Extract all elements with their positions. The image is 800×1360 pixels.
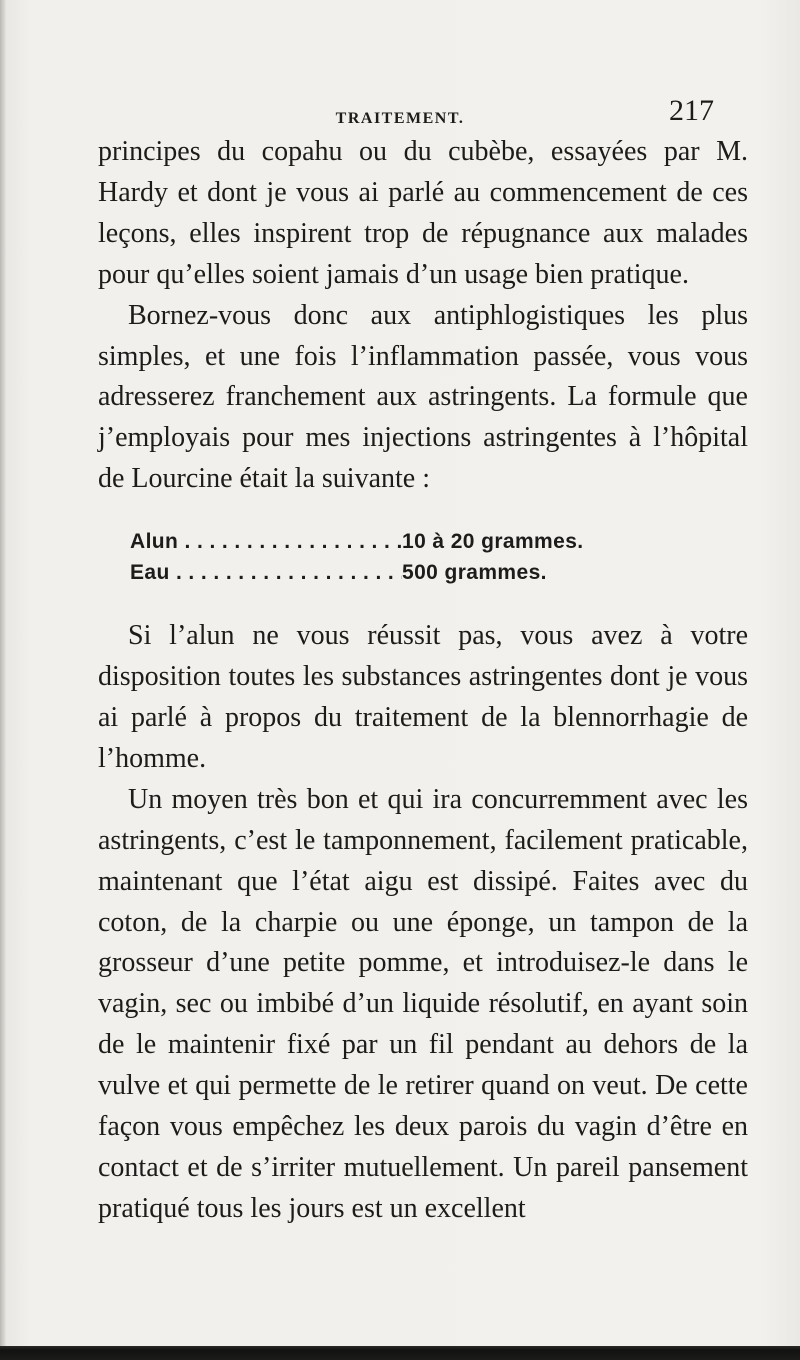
bottom-border xyxy=(0,1346,800,1360)
recipe-row xyxy=(130,557,748,588)
recipe-row xyxy=(130,526,748,557)
paragraph-2: Bornez-vous donc aux antiphlogistiques les plus simples, et une fois l’inflammation passée, vous vous adresserez franchement aux astringents. La formule que j’employais pour mes injections astringentes à l’hôpital de Lourcine était la suivante : xyxy=(98,299,748,495)
recipe-ingredient: Eau . . . xyxy=(130,557,402,588)
paragraph-4: Un moyen très bon et qui ira concurremment avec les astringents, c’est le tamponnement, facilement praticable, maintenant que l’état aigu est dissipé. Faites avec du coton, de la charpie ou une éponge, un tampon de la grosseur d’une petite pomme, et introduisez-le dans le vagin, sec ou imbibé d’un liquide résolutif, en ayant soin de le maintenir fixé par un fil pendant au dehors de la vulve et qui permette de le retirer quand on veut. De cette façon vous empêchez les deux parois du vagin d’être en contact et de s’irriter mutuellement. Un pareil pansement pratiqué tous les jours est un excellent xyxy=(98,783,748,1224)
page-header xyxy=(0,92,800,132)
body-text xyxy=(98,132,748,1230)
paragraph-1: principes du copahu ou du cubèbe, essayées par M. Hardy et dont je vous ai parlé au commencement de ces leçons, elles inspirent trop de répugnance aux malades pour qu’elles soient jamais d’un usage bien pratique. xyxy=(98,136,748,290)
recipe-quantity: 500 grammes. xyxy=(402,561,547,585)
page-number: 217 xyxy=(669,94,714,127)
recipe-formula xyxy=(130,526,748,588)
recipe-quantity: 10 à 20 grammes. xyxy=(402,530,584,554)
page-edge xyxy=(0,0,6,1360)
paragraph-3: Si l’alun ne vous réussit pas, vous avez à votre disposition toutes les substances astringentes dont je vous ai parlé à propos du traitement de la blennorrhagie de l’homme. xyxy=(98,620,748,774)
running-head: TRAITEMENT. xyxy=(335,110,465,127)
recipe-ingredient: Alun . . . xyxy=(130,526,402,557)
